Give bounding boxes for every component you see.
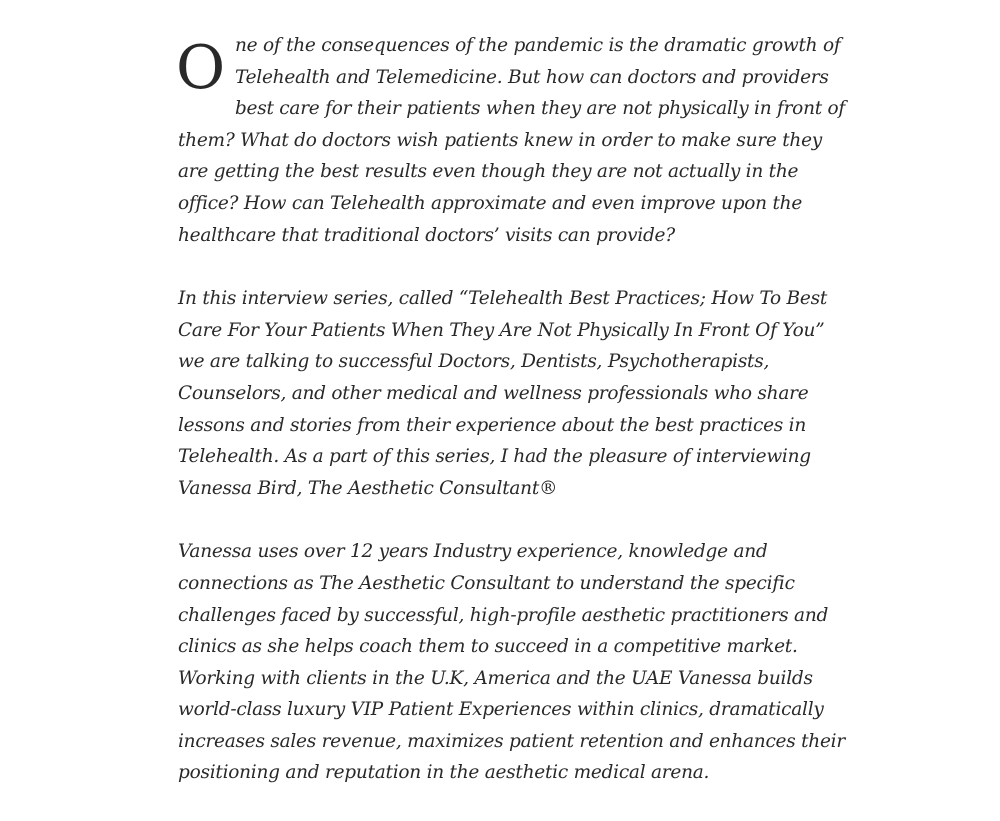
paragraph-bio-text: Vanessa uses over 12 years Industry experience, knowledge and connections as The Aesthetic Consultant to understand the specific challenges faced by successful, high-profile aesthetic practitioners and clinics as she helps coach them to succeed in a competitive market. Working with clients in the U.K, America and the UAE Vanessa builds world-class luxury VIP Patient Experiences within clinics, dramatically increases sales revenue, maximizes patient retention and enhances their positioning and reputation in the aesthetic medical arena. (178, 541, 845, 784)
paragraph-bio (178, 536, 850, 789)
paragraph-series (178, 283, 850, 504)
drop-cap-letter: O (176, 33, 225, 103)
paragraph-intro-text: ne of the consequences of the pandemic is the dramatic growth of Telehealth and Telemedicine. But how can doctors and providers best care for their patients when they are not physically in front of them? What do doctors wish patients knew in order to make sure they are getting the best results even though they are not actually in the office? How can Telehealth approximate and even improve upon the healthcare that traditional doctors’ visits can provide? (178, 35, 846, 246)
paragraph-intro (178, 30, 850, 251)
paragraph-series-text: In this interview series, called “Telehealth Best Practices; How To Best Care For Your Patients When They Are Not Physically In Front Of You” we are talking to successful Doctors, Dentists, Psychotherapists, Counselors, and other medical and wellness professionals who share lessons and stories from their experience about the best practices in Telehealth. As a part of this series, I had the pleasure of interviewing Vanessa Bird, The Aesthetic Consultant (178, 288, 828, 499)
registered-mark: ® (539, 477, 558, 499)
article-body (178, 30, 850, 821)
